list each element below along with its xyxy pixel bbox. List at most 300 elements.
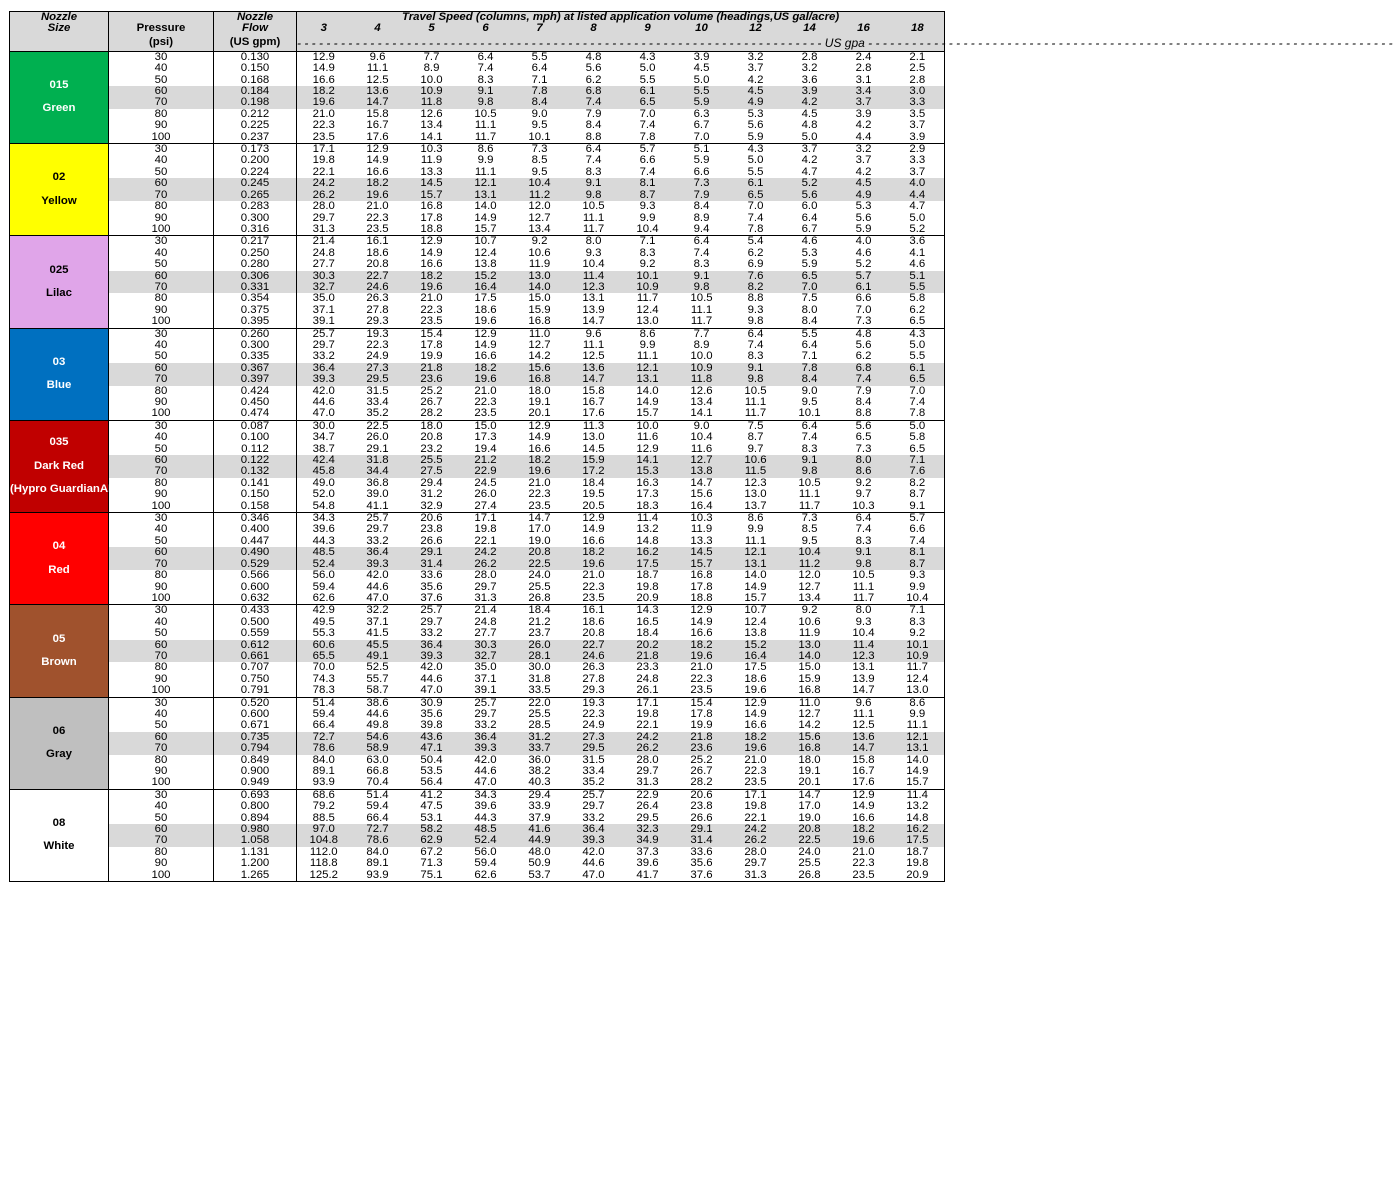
speed-cell: 33.2	[297, 351, 351, 362]
speed-cell: 8.5	[531, 154, 548, 167]
speed-cell: 30.0	[528, 661, 551, 674]
speed-cell: 58.2	[405, 824, 459, 835]
nozzle-note-label: (Hypro GuardianAIR only)	[10, 483, 150, 496]
speed-cell: 19.6	[459, 374, 513, 385]
speed-cell: 12.9	[297, 51, 351, 63]
nozzle-color-swatch	[10, 236, 109, 328]
speed-cell: 7.0	[783, 282, 837, 293]
flow-cell: 0.450	[214, 397, 297, 408]
pressure-cell: 80	[109, 386, 214, 397]
speed-cell: 14.9	[474, 211, 497, 224]
speed-cell: 4.4	[837, 132, 891, 144]
speed-cell: 35.6	[420, 707, 443, 720]
pressure-cell: 90	[109, 120, 214, 131]
flow-cell: 1.131	[214, 847, 297, 858]
speed-cell: 11.2	[513, 190, 567, 201]
speed-cell: 5.6	[585, 62, 602, 75]
speed-cell: 22.3	[582, 580, 605, 593]
speed-cell: 11.2	[783, 559, 837, 570]
volume-heading: 8	[567, 23, 621, 34]
speed-cell: 14.2	[528, 350, 551, 363]
speed-cell: 6.4	[531, 62, 548, 75]
speed-cell: 5.0	[693, 73, 710, 86]
table-row	[10, 501, 945, 513]
speed-cell: 3.2	[801, 62, 818, 75]
speed-cell: 26.0	[513, 640, 567, 651]
flow-cell: 0.849	[214, 755, 297, 766]
flow-cell: 0.735	[214, 732, 297, 743]
speed-cell: 8.8	[747, 292, 764, 305]
speed-cell: 7.4	[891, 536, 945, 547]
speed-cell: 4.0	[891, 178, 945, 189]
speed-cell: 7.0	[675, 132, 729, 144]
speed-cell: 6.5	[621, 97, 675, 108]
speed-cell: 11.1	[582, 211, 605, 224]
speed-cell: 47.0	[459, 777, 513, 789]
speed-cell: 7.4	[891, 397, 945, 408]
speed-cell: 16.6	[690, 627, 713, 640]
speed-cell: 21.8	[405, 363, 459, 374]
speed-cell: 6.1	[621, 86, 675, 97]
speed-cell: 11.1	[744, 396, 767, 408]
flow-header-line1: Nozzle	[214, 12, 297, 24]
speed-cell: 10.6	[798, 615, 821, 628]
speed-cell: 6.4	[801, 338, 818, 351]
speed-cell: 21.0	[582, 569, 605, 582]
speed-cell: 34.3	[297, 513, 351, 525]
speed-cell: 28.0	[474, 569, 497, 582]
speed-cell: 20.1	[513, 408, 567, 420]
speed-cell: 66.4	[297, 720, 351, 731]
speed-cell: 4.6	[855, 246, 872, 259]
speed-cell: 23.2	[420, 442, 443, 455]
speed-cell: 12.9	[744, 696, 767, 709]
speed-cell: 9.1	[675, 271, 729, 282]
speed-cell: 28.0	[636, 753, 659, 766]
speed-cell: 47.0	[351, 593, 405, 605]
pressure-cell: 30	[109, 328, 214, 340]
pressure-cell: 100	[109, 316, 214, 328]
speed-cell: 13.2	[891, 801, 945, 812]
speed-cell: 7.3	[837, 316, 891, 328]
pressure-cell: 60	[109, 824, 214, 835]
speed-cell: 3.7	[837, 97, 891, 108]
speed-cell: 14.0	[744, 569, 767, 582]
speed-cell: 4.4	[891, 190, 945, 201]
speed-cell: 16.1	[582, 604, 605, 617]
volume-heading: 18	[891, 23, 945, 34]
table-row	[10, 201, 945, 212]
speed-cell: 7.4	[747, 211, 764, 224]
table-row	[10, 408, 945, 420]
speed-cell: 9.6	[585, 327, 602, 340]
speed-cell: 4.2	[801, 154, 818, 167]
speed-cell: 4.5	[729, 86, 783, 97]
speed-cell: 8.2	[729, 282, 783, 293]
speed-cell: 50.4	[420, 753, 443, 766]
speed-cell: 9.5	[801, 396, 818, 408]
speed-cell: 16.8	[690, 569, 713, 582]
speed-cell: 55.3	[297, 628, 351, 639]
speed-cell: 5.4	[747, 235, 764, 248]
speed-cell: 8.8	[567, 132, 621, 144]
speed-cell: 9.8	[837, 559, 891, 570]
speed-cell: 5.5	[639, 73, 656, 86]
speed-cell: 22.1	[297, 167, 351, 178]
flow-cell: 0.245	[214, 178, 297, 189]
speed-cell: 62.9	[405, 835, 459, 846]
flow-cell: 0.395	[214, 316, 297, 328]
speed-cell: 27.3	[567, 732, 621, 743]
table-row	[10, 605, 945, 617]
flow-cell: 0.100	[214, 432, 297, 443]
speed-cell: 23.6	[405, 374, 459, 385]
speed-cell: 29.1	[405, 547, 459, 558]
speed-cell: 8.7	[747, 431, 764, 444]
speed-cell: 89.1	[297, 766, 351, 777]
speed-cell: 34.9	[621, 835, 675, 846]
speed-cell: 19.8	[297, 155, 351, 166]
speed-cell: 12.1	[729, 547, 783, 558]
speed-cell: 3.6	[801, 73, 818, 86]
pressure-cell: 60	[109, 640, 214, 651]
speed-cell: 84.0	[366, 845, 389, 858]
speed-cell: 9.0	[801, 384, 818, 397]
speed-cell: 8.6	[837, 466, 891, 477]
speed-cell: 14.5	[405, 178, 459, 189]
flow-cell: 0.794	[214, 743, 297, 754]
speed-cell: 13.8	[474, 258, 497, 271]
pressure-cell: 90	[109, 582, 214, 593]
flow-cell: 0.150	[214, 63, 297, 74]
speed-cell: 9.9	[747, 523, 764, 536]
flow-cell: 0.087	[214, 420, 297, 432]
speed-cell: 19.6	[567, 559, 621, 570]
speed-cell: 9.5	[531, 119, 548, 132]
speed-cell: 17.8	[420, 211, 443, 224]
speed-cell: 15.0	[798, 661, 821, 674]
speed-cell: 18.4	[636, 627, 659, 640]
nozzle-color-label: Brown	[41, 655, 77, 668]
speed-cell: 9.4	[675, 224, 729, 236]
flow-cell: 0.529	[214, 559, 297, 570]
speed-cell: 60.6	[297, 640, 351, 651]
speed-cell: 6.9	[747, 258, 764, 271]
speed-cell: 19.6	[729, 743, 783, 754]
flow-cell: 0.130	[214, 51, 297, 63]
speed-cell: 9.5	[801, 534, 818, 547]
speed-cell: 12.9	[636, 442, 659, 455]
volume-heading: 5	[405, 23, 459, 34]
speed-cell: 16.2	[621, 547, 675, 558]
speed-cell: 21.0	[474, 384, 497, 397]
table-row	[10, 628, 945, 639]
flow-cell: 0.237	[214, 132, 297, 144]
speed-cell: 17.3	[474, 431, 497, 444]
speed-cell: 5.3	[801, 246, 818, 259]
speed-cell: 7.0	[639, 107, 656, 120]
speed-cell: 20.9	[621, 593, 675, 605]
speed-cell: 6.7	[783, 224, 837, 236]
speed-cell: 7.4	[693, 246, 710, 259]
speed-cell: 14.9	[582, 523, 605, 536]
speed-cell: 5.2	[783, 178, 837, 189]
flow-cell: 0.693	[214, 789, 297, 801]
speed-cell: 19.9	[690, 719, 713, 732]
speed-cell: 26.6	[420, 534, 443, 547]
speed-cell: 21.0	[744, 753, 767, 766]
speed-cell: 9.2	[891, 628, 945, 639]
speed-cell: 18.8	[675, 593, 729, 605]
speed-cell: 17.8	[690, 707, 713, 720]
speed-cell: 49.5	[297, 617, 351, 628]
speed-cell: 13.3	[420, 165, 443, 178]
speed-cell: 31.5	[366, 384, 389, 397]
speed-cell: 9.9	[891, 582, 945, 593]
speed-cell: 17.8	[420, 338, 443, 351]
speed-cell: 18.0	[798, 753, 821, 766]
speed-cell: 104.8	[297, 835, 351, 846]
speed-cell: 42.0	[420, 661, 443, 674]
speed-cell: 78.6	[351, 835, 405, 846]
nozzle-color-swatch	[10, 420, 150, 512]
speed-cell: 71.3	[420, 857, 443, 870]
speed-cell: 11.7	[837, 593, 891, 605]
speed-cell: 14.9	[891, 766, 945, 777]
speed-cell: 7.1	[801, 350, 818, 363]
speed-cell: 9.5	[531, 165, 548, 178]
speed-cell: 11.1	[744, 534, 767, 547]
flow-cell: 0.490	[214, 547, 297, 558]
speed-cell: 8.3	[693, 258, 710, 271]
speed-cell: 24.0	[798, 845, 821, 858]
speed-cell: 5.2	[855, 258, 872, 271]
speed-cell: 21.0	[690, 661, 713, 674]
speed-cell: 6.2	[747, 246, 764, 259]
speed-cell: 10.4	[891, 593, 945, 605]
speed-cell: 26.2	[621, 743, 675, 754]
speed-cell: 18.2	[405, 271, 459, 282]
table-row	[10, 547, 945, 558]
speed-cell: 33.5	[513, 685, 567, 697]
speed-cell: 53.5	[420, 765, 443, 777]
speed-cell: 18.2	[837, 824, 891, 835]
pressure-cell: 100	[109, 777, 214, 789]
pressure-cell: 40	[109, 340, 214, 351]
speed-cell: 25.2	[690, 753, 713, 766]
speed-cell: 15.7	[675, 559, 729, 570]
speed-cell: 4.7	[891, 201, 945, 212]
speed-cell: 14.5	[582, 442, 605, 455]
speed-cell: 54.8	[297, 501, 351, 513]
speed-cell: 14.7	[837, 743, 891, 754]
flow-cell: 0.212	[214, 109, 297, 120]
flow-header-line3: (US gpm)	[214, 35, 297, 52]
speed-cell: 31.3	[729, 870, 783, 882]
flow-cell: 0.141	[214, 478, 297, 489]
speed-cell: 53.1	[420, 811, 443, 824]
speed-cell: 25.7	[582, 788, 605, 801]
speed-cell: 14.9	[297, 63, 351, 74]
speed-cell: 7.1	[891, 455, 945, 466]
speed-cell: 47.1	[405, 743, 459, 754]
speed-cell: 29.5	[351, 374, 405, 385]
speed-cell: 74.3	[297, 674, 351, 685]
speed-cell: 23.6	[675, 743, 729, 754]
nozzle-size-header-line1: Nozzle	[10, 12, 109, 24]
speed-cell: 25.7	[297, 328, 351, 340]
speed-cell: 22.7	[567, 640, 621, 651]
speed-cell: 9.9	[639, 211, 656, 224]
speed-cell: 27.5	[405, 466, 459, 477]
speed-cell: 12.0	[798, 569, 821, 582]
speed-cell: 13.9	[852, 672, 875, 685]
speed-cell: 37.3	[636, 845, 659, 858]
pressure-cell: 30	[109, 697, 214, 709]
speed-cell: 45.8	[297, 466, 351, 477]
speed-cell: 5.3	[747, 107, 764, 120]
speed-cell: 28.1	[513, 651, 567, 662]
speed-cell: 7.7	[423, 50, 440, 63]
speed-cell: 36.8	[366, 476, 389, 489]
pressure-cell: 70	[109, 374, 214, 385]
speed-cell: 26.8	[513, 593, 567, 605]
speed-cell: 22.0	[528, 696, 551, 709]
speed-cell: 10.6	[528, 246, 551, 259]
speed-cell: 9.6	[369, 50, 386, 63]
speed-cell: 5.9	[693, 154, 710, 167]
flow-cell: 0.260	[214, 328, 297, 340]
speed-cell: 16.1	[366, 235, 389, 248]
speed-cell: 13.1	[582, 292, 605, 305]
speed-cell: 7.4	[747, 338, 764, 351]
speed-cell: 12.9	[690, 604, 713, 617]
pressure-cell: 70	[109, 651, 214, 662]
speed-cell: 4.6	[801, 235, 818, 248]
speed-cell: 31.8	[528, 672, 551, 685]
nozzle-size-label: 04	[52, 540, 66, 553]
speed-cell: 70.4	[351, 777, 405, 789]
speed-cell: 8.3	[585, 165, 602, 178]
speed-cell: 22.3	[297, 120, 351, 131]
speed-cell: 7.5	[747, 419, 764, 432]
speed-cell: 31.4	[405, 559, 459, 570]
speed-cell: 8.3	[801, 442, 818, 455]
speed-cell: 5.8	[891, 432, 945, 443]
pressure-cell: 50	[109, 628, 214, 639]
speed-cell: 15.2	[459, 271, 513, 282]
table-row	[10, 316, 945, 328]
speed-cell: 3.3	[891, 97, 945, 108]
speed-cell: 22.5	[513, 559, 567, 570]
pressure-cell: 80	[109, 570, 214, 581]
speed-cell: 26.2	[459, 559, 513, 570]
speed-cell: 9.6	[855, 696, 872, 709]
speed-cell: 48.5	[459, 824, 513, 835]
speed-cell: 47.5	[420, 800, 443, 813]
speed-cell: 11.7	[729, 408, 783, 420]
speed-cell: 59.4	[297, 582, 351, 593]
speed-cell: 13.9	[582, 303, 605, 316]
speed-cell: 16.6	[297, 75, 351, 86]
speed-cell: 37.6	[405, 593, 459, 605]
speed-cell: 10.0	[420, 73, 443, 86]
speed-cell: 7.1	[531, 73, 548, 86]
pressure-cell: 100	[109, 501, 214, 513]
table-row	[10, 63, 945, 74]
pressure-cell: 30	[109, 144, 214, 156]
speed-cell: 14.7	[567, 374, 621, 385]
speed-cell: 23.5	[567, 593, 621, 605]
speed-cell: 39.3	[351, 559, 405, 570]
speed-cell: 3.9	[783, 86, 837, 97]
speed-cell: 43.6	[405, 732, 459, 743]
pressure-cell: 40	[109, 432, 214, 443]
speed-cell: 6.2	[891, 305, 945, 316]
flow-cell: 0.949	[214, 777, 297, 789]
pressure-cell: 80	[109, 478, 214, 489]
speed-cell: 7.3	[801, 512, 818, 525]
speed-cell: 32.7	[297, 282, 351, 293]
speed-cell: 18.6	[366, 246, 389, 259]
speed-cell: 10.4	[621, 224, 675, 236]
flow-cell: 0.265	[214, 190, 297, 201]
speed-cell: 16.6	[528, 442, 551, 455]
speed-cell: 9.2	[531, 235, 548, 248]
pressure-cell: 90	[109, 397, 214, 408]
speed-cell: 15.7	[405, 190, 459, 201]
speed-cell: 21.0	[420, 292, 443, 305]
speed-cell: 16.8	[420, 200, 443, 213]
flow-cell: 0.433	[214, 605, 297, 617]
speed-cell: 14.2	[798, 719, 821, 732]
speed-cell: 27.3	[351, 363, 405, 374]
speed-cell: 44.6	[366, 580, 389, 593]
speed-cell: 8.0	[855, 604, 872, 617]
speed-cell: 88.5	[297, 813, 351, 824]
speed-cell: 6.1	[837, 282, 891, 293]
speed-cell: 27.7	[297, 259, 351, 270]
speed-cell: 16.7	[366, 119, 389, 132]
speed-cell: 35.2	[351, 408, 405, 420]
speed-cell: 12.5	[852, 719, 875, 732]
speed-cell: 13.0	[621, 316, 675, 328]
speed-cell: 33.4	[582, 765, 605, 777]
speed-cell: 5.6	[855, 338, 872, 351]
pressure-cell: 50	[109, 259, 214, 270]
speed-cell: 9.3	[891, 570, 945, 581]
speed-cell: 10.9	[621, 282, 675, 293]
speed-cell: 16.4	[729, 651, 783, 662]
speed-cell: 7.6	[729, 271, 783, 282]
speed-cell: 5.8	[891, 293, 945, 304]
speed-cell: 26.0	[474, 488, 497, 501]
speed-cell: 9.2	[855, 476, 872, 489]
speed-cell: 4.3	[891, 328, 945, 340]
speed-cell: 22.1	[474, 534, 497, 547]
speed-cell: 6.5	[783, 271, 837, 282]
table-row	[10, 870, 945, 882]
speed-cell: 15.3	[621, 466, 675, 477]
pressure-cell: 50	[109, 536, 214, 547]
pressure-cell: 30	[109, 236, 214, 248]
speed-cell: 7.7	[693, 327, 710, 340]
speed-cell: 45.5	[351, 640, 405, 651]
speed-cell: 15.8	[852, 753, 875, 766]
speed-cell: 6.5	[891, 316, 945, 328]
speed-cell: 42.0	[366, 569, 389, 582]
speed-cell: 15.4	[690, 696, 713, 709]
